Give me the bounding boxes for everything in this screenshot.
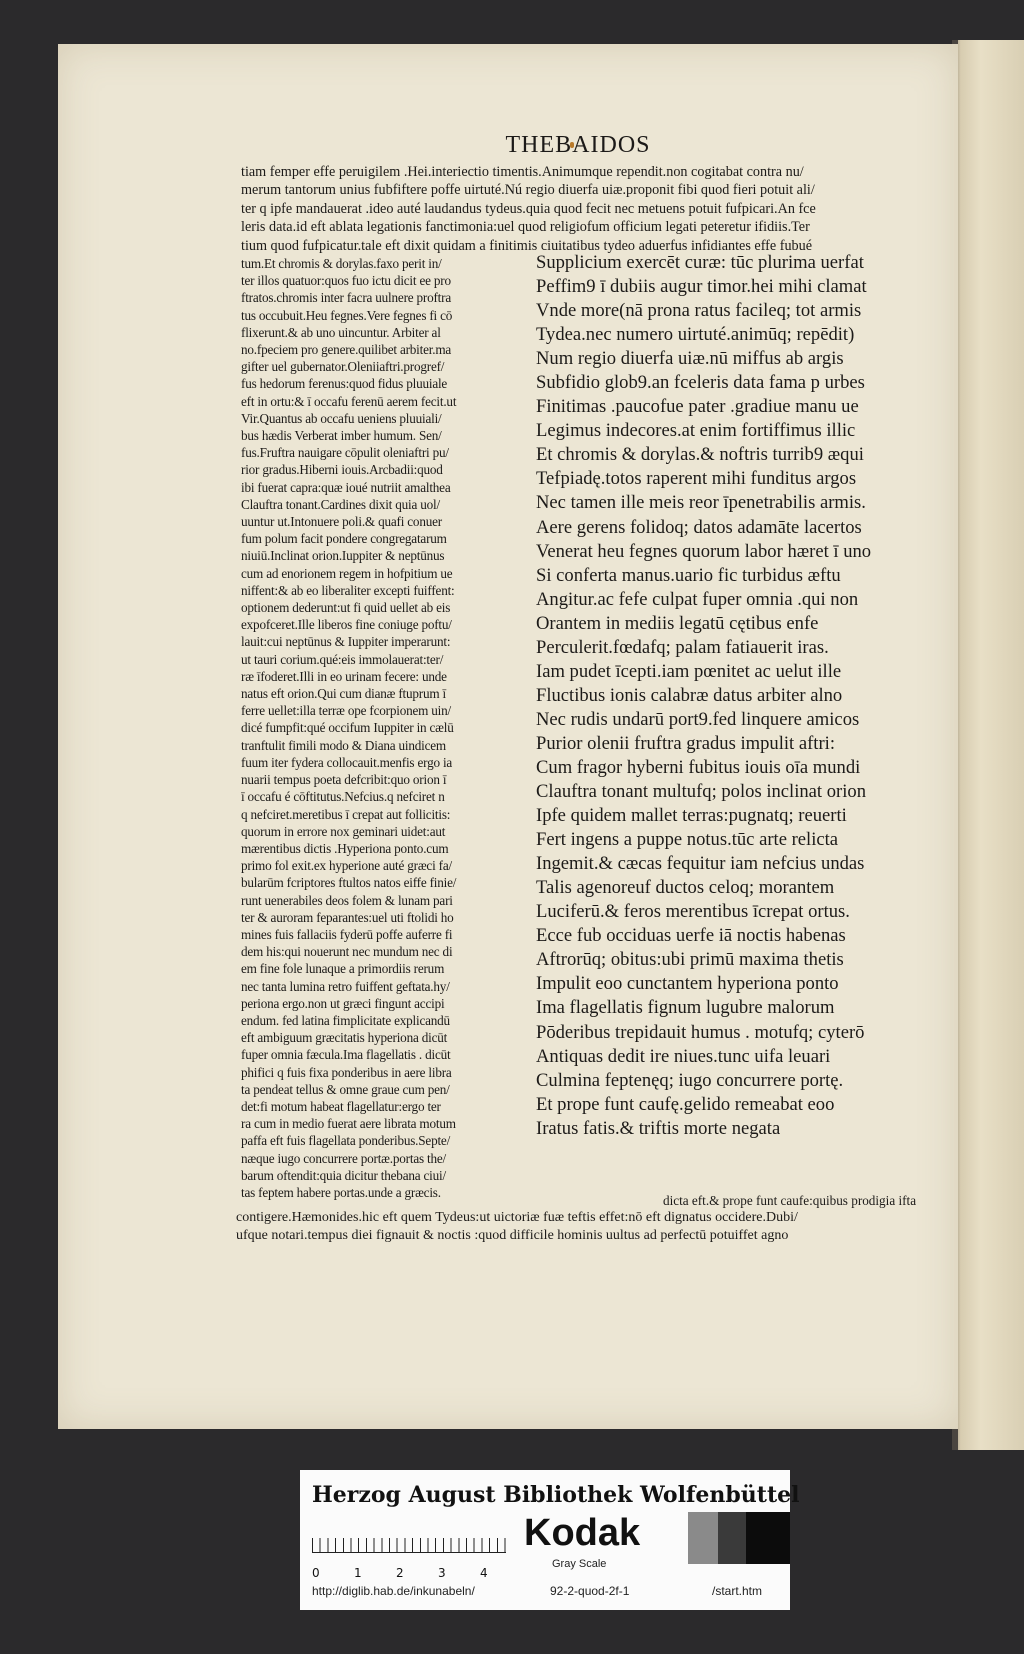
ruler-number: 3: [438, 1566, 446, 1580]
commentary-line: barum oftendit:quia dicitur thebana ciui/: [241, 1167, 446, 1183]
commentary-line: dicé fumpfit:qué occifum Iuppiter in cælū: [241, 720, 454, 736]
commentary-line: ra cum in medio fuerat aere librata motum: [241, 1116, 456, 1132]
scan-reference-card: [300, 1470, 800, 1610]
commentary-line: tium quod fufpicatur.tale eft dixit quidam a finitimis ciuitatibus tydeo aduerfus infidiantes effe fubué: [241, 237, 813, 254]
verse-line: Aere gerens folidoq; datos adamāte lacertos: [536, 516, 862, 538]
commentary-line: q nefciret.meretibus ī crepat aut follicitis:: [241, 806, 451, 822]
verse-line: Ingemit.& cæcas fequitur iam nefcius undas: [536, 853, 865, 875]
commentary-line: gifter uel gubernator.Oleniiaftri.progref/: [241, 359, 445, 375]
verse-line: Si conferta manus.uario fic turbidus æftu: [536, 564, 841, 586]
commentary-line: ftratos.chromis inter facra uulnere proftra: [241, 290, 451, 306]
commentary-line: no.fpeciem pro genere.quilibet arbiter.ma: [241, 342, 452, 358]
commentary-line: fus hedorum ferenus:quod fidus pluuiale: [241, 376, 448, 392]
verse-line: Clauftra tonant multufq; polos inclinat orion: [536, 781, 866, 803]
verse-line: Iratus fatis.& triftis morte negata: [536, 1117, 781, 1139]
verse-line: Venerat heu fegnes quorum labor hæret ī uno: [536, 540, 872, 562]
commentary-line: næque iugo concurrere portæ.portas the/: [241, 1150, 446, 1166]
commentary-line: flixerunt.& ab uno uincuntur. Arbiter al: [241, 324, 441, 340]
verse-line: Culmina feptenęq; iugo concurrere portę.: [536, 1069, 844, 1091]
commentary-line: mærentibus dictis .Hyperiona ponto.cum: [241, 840, 449, 856]
book-page: [58, 44, 958, 1429]
commentary-line: dicta eft.& prope funt caufe:quibus prodigia ifta: [663, 1193, 917, 1208]
commentary-line: periona ergo.non ut græci fingunt accipi: [241, 995, 445, 1011]
commentary-line: fuum iter fydera collocauit.menfis ergo ia: [241, 754, 453, 770]
verse-line: Et prope funt caufę.gelido remeabat eoo: [536, 1093, 835, 1115]
commentary-line: niuiū.Inclinat orion.Iuppiter & neptūnus: [241, 548, 445, 564]
verse-line: Subfidio glob9.an fceleris data fama p urbes: [536, 372, 865, 394]
verse-line: Aftrorūq; obitus:ubi primū maxima thetis: [536, 949, 844, 971]
commentary-line: ræ īfoderet.Illi in eo urinam fecere: unde: [241, 668, 447, 684]
commentary-line: merum tantorum unius fubfiftere poffe uirtuté.Nú regio diuerfa uiæ.proponit fibi quod fieri potuit ali/: [241, 182, 815, 199]
verse-line: Antiquas dedit ire niues.tunc uifa leuari: [536, 1045, 831, 1067]
commentary-line: rior gradus.Hiberni iouis.Arcbadii:quod: [241, 462, 443, 478]
commentary-line: tiam femper effe peruigilem .Hei.interiectio timentis.Animumque rependit.non cogitabat contra nu/: [241, 164, 804, 180]
verse-line: Luciferū.& feros merentibus īcrepat ortus.: [536, 901, 850, 923]
commentary-line: mines fuis fallaciis fyderū poffe auferre fi: [241, 926, 453, 942]
commentary-line: nec tanta lumina retro fuiffent geftata.hy/: [241, 978, 450, 994]
verse-line: Supplicium exercēt curæ: tūc plurima uerfat: [536, 252, 864, 273]
verse-line: Vnde more(nā prona ratus facileq; tot armis: [536, 300, 862, 322]
commentary-line: ferre uellet:illa terræ ope fcorpionem uin/: [241, 703, 452, 719]
verse-line: Orantem in mediis legatū cętibus enfe: [536, 612, 819, 634]
url-suffix: /start.htm: [712, 1584, 763, 1598]
commentary-line: Vir.Quantus ab occafu ueniens pluuiali/: [241, 410, 442, 426]
ruler-number: 1: [354, 1566, 362, 1580]
verse-line: Ecce fub occiduas uerfe iā noctis habenas: [536, 925, 846, 947]
commentary-line: quorum in errore nox geminari uidet:aut: [241, 823, 446, 839]
verse-line: Et chromis & dorylas.& noftris turrib9 æqui: [536, 444, 864, 466]
verse-line: Peffim9 ī dubiis augur timor.hei mihi clamat: [536, 276, 867, 298]
commentary-line: niffent:& ab eo liberaliter excepti fuiffent:: [241, 582, 455, 598]
commentary-line: det:fi motum habeat flagellatur:ergo ter: [241, 1098, 441, 1114]
commentary-line: paffa eft fuis flagellata ponderibus.Septe/: [241, 1133, 451, 1149]
verse-line: Tydea.nec numero uirtuté.animūq; repēdit): [536, 324, 855, 346]
commentary-line: ter q ipfe mandauerat .ideo auté laudandus tydeus.quia quod fecit nec metuens potuit fufpicari.An fce: [241, 200, 816, 217]
commentary-line: fuper omnia fæcula.Ima flagellatis . dicūt: [241, 1047, 451, 1063]
commentary-line: ter & auroram feparantes:uel uti ftolidi ho: [241, 909, 454, 925]
commentary-line: natus eft orion.Qui cum dianæ ftuprum ī: [241, 686, 446, 702]
commentary-line: tranftulit fimili modo & Diana uindicem: [241, 737, 446, 753]
verse-line: Pōderibus trepidauit humus . motufq; cyterō: [536, 1021, 865, 1043]
commentary-line: tus occubuit.Heu fegnes.Vere fegnes fi cō: [241, 307, 453, 323]
commentary-line: Clauftra tonant.Cardines dixit quia uol/: [241, 496, 440, 512]
url-prefix: http://diglib.hab.de/inkunabeln/: [312, 1584, 475, 1598]
verse-line: Ima flagellatis fignum lugubre malorum: [536, 997, 835, 1019]
ruler-number: 0: [312, 1566, 320, 1580]
side-commentary-column: [241, 255, 523, 1201]
commentary-line: leris data.id eft ablata legationis fanctimonia:uel quod religiofum officium legati peteretur ifidiis.Ter: [241, 219, 810, 236]
commentary-line: tas feptem habere portas.unde a græcis.: [241, 1184, 441, 1200]
verse-line: Iam pudet īcepti.iam pœnitet ac uelut ille: [536, 660, 842, 682]
commentary-line: ibi fuerat capra:quæ ioué nutriit amalthea: [241, 479, 451, 495]
commentary-line: primo fol exit.ex hyperione auté græci fa/: [241, 858, 452, 874]
measurement-ruler: [312, 1518, 506, 1553]
verse-line: Fert ingens a puppe notus.tūc arte relicta: [536, 829, 839, 851]
commentary-line: fus.Fruftra nauigare cōpulit oleniaftri pu/: [241, 445, 449, 461]
kodak-logo: Kodak: [524, 1512, 641, 1554]
commentary-line: tum.Et chromis & dorylas.faxo perit in/: [241, 256, 442, 271]
commentary-line: lauit:cui neptūnus & Iuppiter imperarunt:: [241, 634, 451, 650]
bottom-commentary-block: [58, 1192, 958, 1244]
commentary-line: eft in ortu:& ī occafu ferenū aerem fecit.ut: [241, 393, 457, 409]
gray-scale-label: Gray Scale: [552, 1558, 607, 1570]
commentary-line: phifici q fuis fixa ponderibus in aere libra: [241, 1064, 452, 1080]
commentary-line: ter illos quatuor:quos fuo ictu dicit ee pro: [241, 273, 451, 289]
verse-line: Impulit eoo cunctantem hyperiona ponto: [536, 973, 839, 995]
gray-swatch: [746, 1512, 790, 1564]
commentary-line: endum. fed latina fimplicitate explicandū: [241, 1012, 450, 1028]
verse-line: Ipfe quidem mallet terras:pugnatq; reuerti: [536, 805, 847, 827]
commentary-line: eft ambiguum græcitatis hyperiona dicūt: [241, 1030, 448, 1046]
verse-line: Cum fragor hyberni fubitus iouis oīa mundi: [536, 756, 861, 778]
verse-line: Perculerit.fœdafq; palam fatiauerit iras.: [536, 636, 829, 658]
commentary-line: bus hædis Verberat imber humum. Sen/: [241, 428, 442, 444]
adjacent-page-edge: [952, 40, 1024, 1450]
commentary-line: fum polum facit pondere congregatarum: [241, 531, 447, 547]
commentary-line: contigere.Hæmonides.hic eft quem Tydeus:ut uictoriæ fuæ teftis effet:nō eft dignatus occidere.Dubi/: [236, 1210, 798, 1226]
institution-name: Herzog August Bibliothek Wolfenbüttel: [312, 1482, 800, 1508]
commentary-line: bularūm fcriptores ftultos natos eiffe finie/: [241, 875, 457, 891]
verse-line: Finitimas .paucofue pater .gradiue manu ue: [536, 396, 859, 418]
verse-line: Nec tamen ille meis reor īpenetrabilis armis.: [536, 492, 866, 514]
verse-line: Num regio diuerfa uiæ.nū miffus ab argis: [536, 348, 844, 370]
ruler-number: 4: [480, 1566, 488, 1580]
ruler-number: 2: [396, 1566, 404, 1580]
verse-line: Purior olenii fruftra gradus impulit aftri:: [536, 732, 835, 754]
verse-line: Legimus indecores.at enim fortiffimus illic: [536, 420, 856, 442]
commentary-line: runt uenerabiles deos folem & lunam pari: [241, 892, 453, 908]
commentary-line: optionem dederunt:ut fi quid uellet ab eis: [241, 600, 451, 616]
commentary-line: uuntur ut.Intonuere poli.& quafi conuer: [241, 514, 442, 530]
commentary-line: nuarii tempus poeta defcribit:quo orion ī: [241, 772, 447, 788]
verse-line: Talis agenoreuf ductos celoq; morantem: [536, 877, 835, 899]
commentary-line: ta pendeat tellus & omne graue cum pen/: [241, 1081, 450, 1097]
verse-column: [536, 251, 956, 1141]
commentary-line: ufque notari.tempus diei fignauit & noctis :quod difficile hominis uultus ad perfectū potuiffet agno: [236, 1227, 789, 1243]
commentary-line: dem his:qui nouerunt nec mundum nec di: [241, 944, 453, 960]
verse-line: Tefpiadę.totos raperent mihi funditus argos: [536, 468, 857, 490]
commentary-line: ī occafu é cōftitutus.Nefcius.q nefciret n: [241, 789, 445, 805]
commentary-line: em fine fole lunaque a primordiis rerum: [241, 961, 445, 977]
verse-line: Fluctibus ionis calabræ datus arbiter alno: [536, 684, 843, 706]
commentary-line: expofceret.Ille liberos fine coniuge poftu/: [241, 617, 452, 633]
top-commentary-block: [58, 163, 958, 255]
verse-line: Angitur.ac fefe culpat fuper omnia .qui non: [536, 588, 859, 610]
commentary-line: ut tauri corium.qué:eis immolauerat:ter/: [241, 651, 444, 667]
shelf-identifier: 92-2-quod-2f-1: [550, 1584, 630, 1598]
running-head: THEBAIDOS: [505, 132, 651, 158]
commentary-line: cum ad enorionem regem in hofpitium ue: [241, 565, 453, 581]
verse-line: Nec rudis undarū port9.fed linquere amicos: [536, 708, 860, 730]
